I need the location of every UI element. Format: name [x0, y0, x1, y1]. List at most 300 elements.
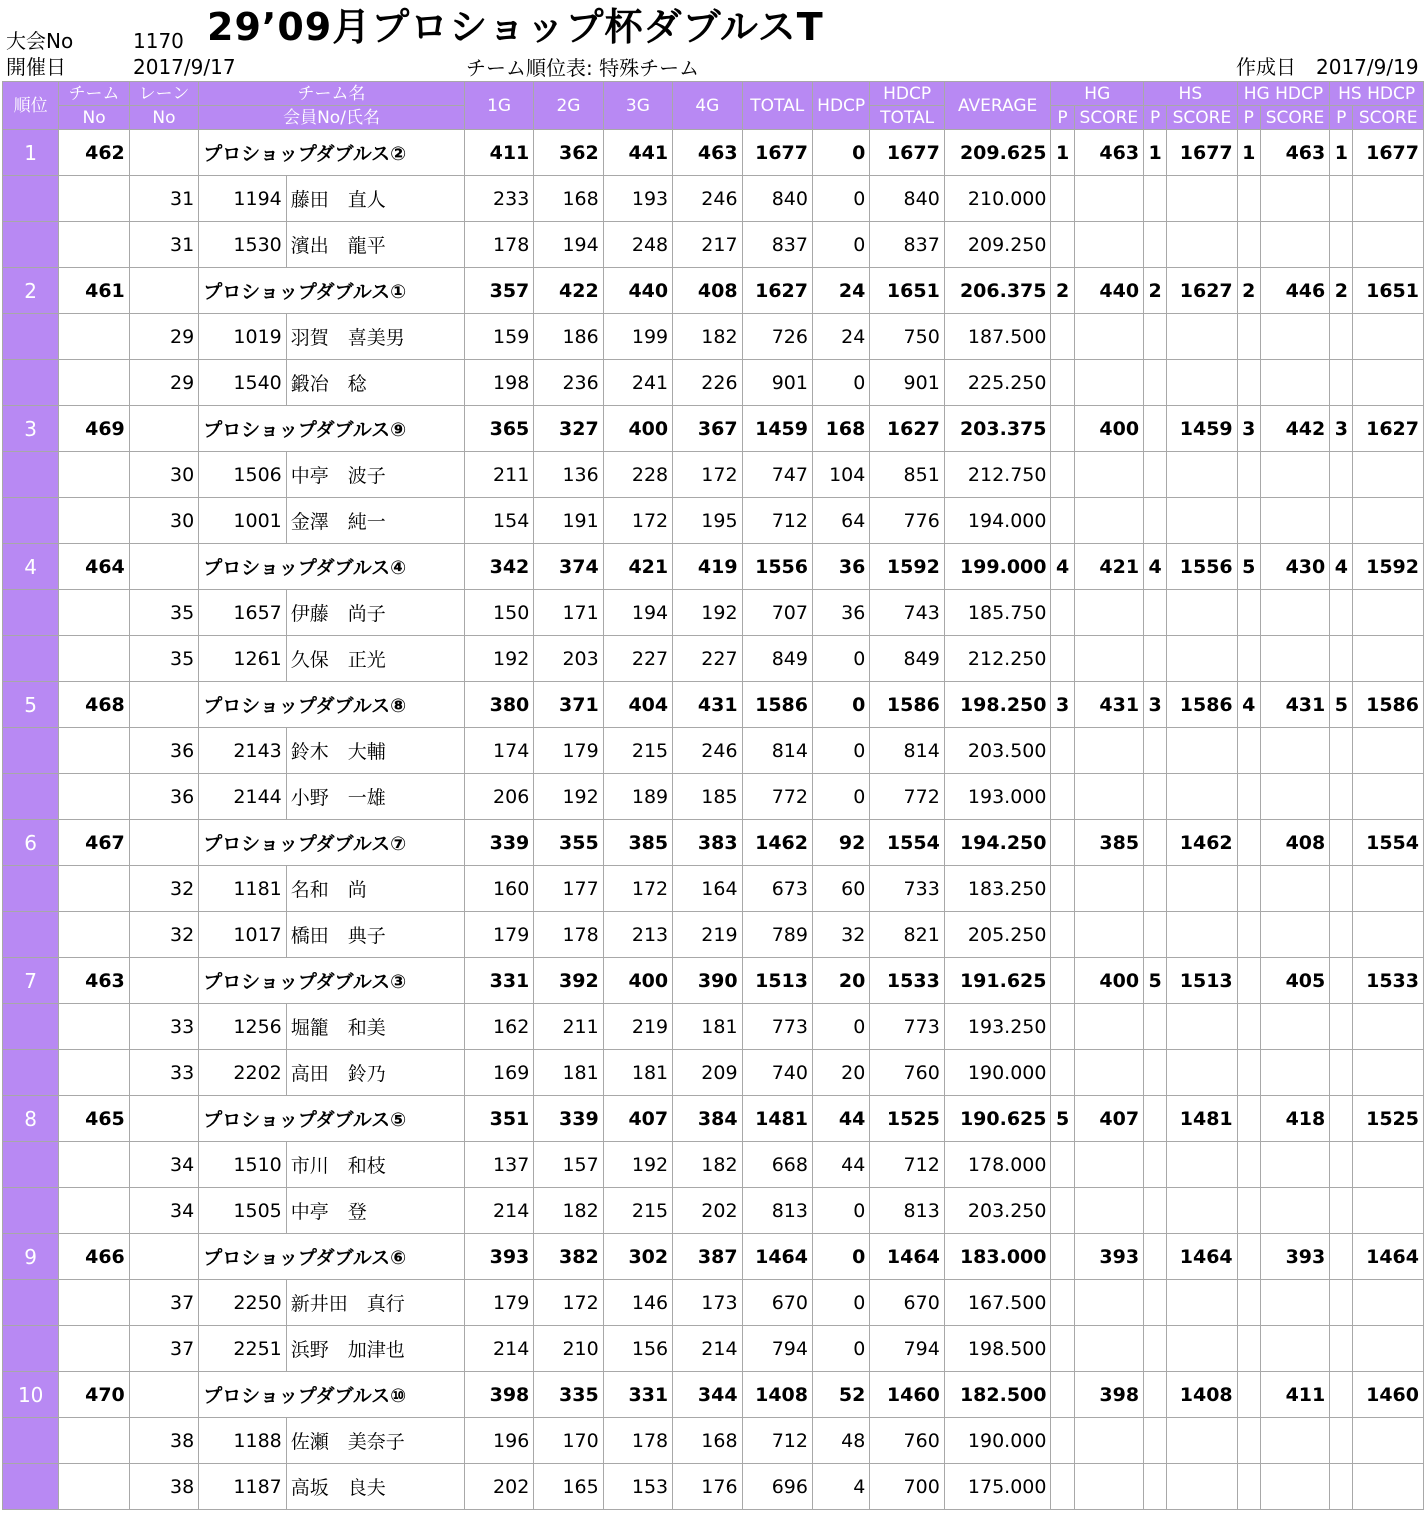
hsh-score-cell: 1651 [1353, 268, 1424, 314]
col-hdcp-total: HDCP [870, 82, 944, 106]
total-cell: 673 [742, 866, 812, 912]
hdcp-cell: 168 [812, 406, 869, 452]
team-row [3, 130, 1424, 176]
hgh-p-cell: 3 [1237, 406, 1260, 452]
hdcp-cell: 0 [812, 1280, 869, 1326]
hgh-p-cell [1237, 1280, 1260, 1326]
hsh-p-cell: 4 [1330, 544, 1353, 590]
rank-cell: 9 [3, 1234, 59, 1280]
team-row [3, 958, 1424, 1004]
hgh-score-cell [1260, 1142, 1329, 1188]
hs-p-cell [1144, 314, 1167, 360]
member-row [3, 866, 1424, 912]
rank-cell [3, 1050, 59, 1096]
hg-p-cell [1051, 866, 1074, 912]
average-cell: 212.750 [944, 452, 1051, 498]
hgh-p-cell [1237, 360, 1260, 406]
lane-cell: 32 [129, 866, 198, 912]
game-1-cell: 179 [464, 1280, 533, 1326]
total-cell: 901 [742, 360, 812, 406]
lane-cell: 35 [129, 636, 198, 682]
hsh-score-cell [1353, 1464, 1424, 1510]
team-name-cell: プロショップダブルス① [199, 268, 465, 314]
game-4-cell: 172 [673, 452, 742, 498]
lane-cell: 38 [129, 1418, 198, 1464]
page-title: 29’09月プロショップ杯ダブルスT [207, 5, 824, 49]
hdcp-cell: 44 [812, 1142, 869, 1188]
lane-cell: 29 [129, 360, 198, 406]
col-hgh-score: SCORE [1260, 106, 1329, 130]
hg-score-cell: 400 [1074, 958, 1143, 1004]
game-4-cell: 164 [673, 866, 742, 912]
member-no-cell: 1194 [199, 176, 287, 222]
hsh-p-cell [1330, 1326, 1353, 1372]
game-3-cell: 178 [603, 1418, 672, 1464]
hdcp-total-cell: 901 [870, 360, 944, 406]
member-no-cell: 1530 [199, 222, 287, 268]
team-no-cell: 463 [59, 958, 129, 1004]
hgh-score-cell [1260, 636, 1329, 682]
member-no-cell: 1657 [199, 590, 287, 636]
report-header [0, 0, 1426, 82]
member-row [3, 590, 1424, 636]
hgh-score-cell [1260, 498, 1329, 544]
hgh-p-cell [1237, 1188, 1260, 1234]
game-1-cell: 339 [464, 820, 533, 866]
hsh-p-cell [1330, 1464, 1353, 1510]
hg-score-cell [1074, 866, 1143, 912]
member-name-cell: 伊藤 尚子 [286, 590, 464, 636]
col-hg: HG [1051, 82, 1144, 106]
team-name-cell: プロショップダブルス② [199, 130, 465, 176]
team-no-cell [59, 1280, 129, 1326]
rank-cell [3, 314, 59, 360]
hg-p-cell: 3 [1051, 682, 1074, 728]
hdcp-cell: 60 [812, 866, 869, 912]
hs-p-cell [1144, 176, 1167, 222]
hs-score-cell [1167, 1188, 1237, 1234]
game-2-cell: 335 [534, 1372, 603, 1418]
lane-cell: 32 [129, 912, 198, 958]
hg-p-cell [1051, 590, 1074, 636]
hdcp-cell: 20 [812, 1050, 869, 1096]
hdcp-cell: 0 [812, 130, 869, 176]
game-3-cell: 407 [603, 1096, 672, 1142]
hg-p-cell [1051, 958, 1074, 1004]
team-row [3, 1234, 1424, 1280]
hg-p-cell [1051, 1326, 1074, 1372]
lane-cell [129, 1096, 198, 1142]
member-no-cell: 2250 [199, 1280, 287, 1326]
hg-p-cell [1051, 406, 1074, 452]
hs-p-cell [1144, 728, 1167, 774]
lane-cell: 31 [129, 222, 198, 268]
average-cell: 193.250 [944, 1004, 1051, 1050]
hg-p-cell: 1 [1051, 130, 1074, 176]
member-row [3, 1050, 1424, 1096]
total-cell: 1464 [742, 1234, 812, 1280]
total-cell: 1556 [742, 544, 812, 590]
hg-score-cell [1074, 590, 1143, 636]
team-no-cell: 468 [59, 682, 129, 728]
hg-p-cell [1051, 1464, 1074, 1510]
game-2-cell: 210 [534, 1326, 603, 1372]
hgh-p-cell [1237, 222, 1260, 268]
hdcp-total-cell: 813 [870, 1188, 944, 1234]
hsh-score-cell: 1460 [1353, 1372, 1424, 1418]
hsh-score-cell [1353, 1418, 1424, 1464]
game-3-cell: 241 [603, 360, 672, 406]
team-no-cell [59, 636, 129, 682]
game-2-cell: 177 [534, 866, 603, 912]
game-2-cell: 203 [534, 636, 603, 682]
game-4-cell: 181 [673, 1004, 742, 1050]
hdcp-total-cell: 1554 [870, 820, 944, 866]
game-1-cell: 351 [464, 1096, 533, 1142]
game-3-cell: 215 [603, 1188, 672, 1234]
game-2-cell: 362 [534, 130, 603, 176]
hs-score-cell [1167, 1050, 1237, 1096]
rank-cell [3, 728, 59, 774]
hs-score-cell: 1481 [1167, 1096, 1237, 1142]
hs-p-cell [1144, 1280, 1167, 1326]
hs-score-cell [1167, 774, 1237, 820]
hg-p-cell [1051, 1188, 1074, 1234]
rank-cell: 7 [3, 958, 59, 1004]
hs-score-cell [1167, 728, 1237, 774]
member-name-cell: 橋田 典子 [286, 912, 464, 958]
rank-cell [3, 866, 59, 912]
hsh-p-cell [1330, 498, 1353, 544]
team-no-cell [59, 1004, 129, 1050]
hgh-score-cell [1260, 590, 1329, 636]
game-1-cell: 162 [464, 1004, 533, 1050]
hsh-score-cell [1353, 590, 1424, 636]
game-2-cell: 179 [534, 728, 603, 774]
hgh-p-cell [1237, 636, 1260, 682]
total-cell: 707 [742, 590, 812, 636]
total-cell: 1481 [742, 1096, 812, 1142]
member-name-cell: 佐瀬 美奈子 [286, 1418, 464, 1464]
lane-cell [129, 1234, 198, 1280]
team-no-cell [59, 1418, 129, 1464]
hdcp-total-cell: 776 [870, 498, 944, 544]
average-cell: 183.000 [944, 1234, 1051, 1280]
team-row [3, 1372, 1424, 1418]
hgh-score-cell: 411 [1260, 1372, 1329, 1418]
hs-score-cell [1167, 636, 1237, 682]
member-name-cell: 市川 和枝 [286, 1142, 464, 1188]
rank-cell [3, 222, 59, 268]
game-1-cell: 150 [464, 590, 533, 636]
hgh-score-cell [1260, 1004, 1329, 1050]
hgh-p-cell [1237, 590, 1260, 636]
hsh-p-cell: 5 [1330, 682, 1353, 728]
average-cell: 198.500 [944, 1326, 1051, 1372]
game-4-cell: 344 [673, 1372, 742, 1418]
hdcp-total-cell: 821 [870, 912, 944, 958]
total-cell: 726 [742, 314, 812, 360]
hsh-p-cell [1330, 1188, 1353, 1234]
hsh-p-cell [1330, 820, 1353, 866]
game-3-cell: 302 [603, 1234, 672, 1280]
hdcp-cell: 0 [812, 222, 869, 268]
created-date-label: 作成日 [1236, 55, 1296, 79]
lane-cell: 34 [129, 1188, 198, 1234]
hg-p-cell [1051, 314, 1074, 360]
hdcp-cell: 44 [812, 1096, 869, 1142]
hsh-p-cell [1330, 1234, 1353, 1280]
total-cell: 712 [742, 1418, 812, 1464]
hs-score-cell [1167, 1464, 1237, 1510]
game-1-cell: 342 [464, 544, 533, 590]
team-no-cell [59, 774, 129, 820]
game-4-cell: 168 [673, 1418, 742, 1464]
average-cell: 212.250 [944, 636, 1051, 682]
member-row [3, 1280, 1424, 1326]
hgh-score-cell [1260, 774, 1329, 820]
hgh-p-cell [1237, 1464, 1260, 1510]
hsh-p-cell: 1 [1330, 130, 1353, 176]
member-name-cell: 中亭 登 [286, 1188, 464, 1234]
team-no-cell [59, 912, 129, 958]
lane-cell [129, 820, 198, 866]
game-4-cell: 182 [673, 1142, 742, 1188]
hsh-score-cell [1353, 866, 1424, 912]
hg-score-cell [1074, 1004, 1143, 1050]
team-name-cell: プロショップダブルス⑧ [199, 682, 465, 728]
member-row [3, 774, 1424, 820]
team-no-cell [59, 452, 129, 498]
rank-cell: 6 [3, 820, 59, 866]
game-2-cell: 194 [534, 222, 603, 268]
lane-cell [129, 268, 198, 314]
hg-score-cell [1074, 452, 1143, 498]
hg-score-cell: 431 [1074, 682, 1143, 728]
hsh-score-cell: 1464 [1353, 1234, 1424, 1280]
team-no-cell: 466 [59, 1234, 129, 1280]
game-3-cell: 213 [603, 912, 672, 958]
hgh-p-cell [1237, 866, 1260, 912]
rank-cell [3, 498, 59, 544]
hgh-p-cell [1237, 498, 1260, 544]
rank-cell [3, 1464, 59, 1510]
member-name-cell: 堀籠 和美 [286, 1004, 464, 1050]
team-no-cell: 462 [59, 130, 129, 176]
hg-p-cell [1051, 1418, 1074, 1464]
lane-cell: 36 [129, 728, 198, 774]
member-no-cell: 1181 [199, 866, 287, 912]
game-4-cell: 387 [673, 1234, 742, 1280]
lane-cell: 36 [129, 774, 198, 820]
hdcp-total-cell: 773 [870, 1004, 944, 1050]
member-no-cell: 1188 [199, 1418, 287, 1464]
total-cell: 840 [742, 176, 812, 222]
hs-p-cell [1144, 1372, 1167, 1418]
hs-p-cell [1144, 1234, 1167, 1280]
game-2-cell: 211 [534, 1004, 603, 1050]
team-no-cell [59, 176, 129, 222]
member-no-cell: 1261 [199, 636, 287, 682]
member-no-cell: 1187 [199, 1464, 287, 1510]
hs-score-cell [1167, 590, 1237, 636]
hgh-score-cell: 430 [1260, 544, 1329, 590]
hdcp-total-cell: 1525 [870, 1096, 944, 1142]
total-cell: 789 [742, 912, 812, 958]
game-2-cell: 182 [534, 1188, 603, 1234]
rank-cell: 10 [3, 1372, 59, 1418]
hs-score-cell [1167, 866, 1237, 912]
member-row [3, 222, 1424, 268]
col-hsh-p: P [1330, 106, 1353, 130]
hs-p-cell [1144, 1004, 1167, 1050]
hg-score-cell: 407 [1074, 1096, 1143, 1142]
rank-cell [3, 360, 59, 406]
game-4-cell: 217 [673, 222, 742, 268]
hg-p-cell [1051, 820, 1074, 866]
hdcp-total-cell: 1627 [870, 406, 944, 452]
hs-p-cell [1144, 1464, 1167, 1510]
hgh-score-cell [1260, 1050, 1329, 1096]
hg-score-cell [1074, 498, 1143, 544]
hsh-score-cell [1353, 1188, 1424, 1234]
average-cell: 203.375 [944, 406, 1051, 452]
hs-score-cell: 1464 [1167, 1234, 1237, 1280]
hsh-p-cell [1330, 1418, 1353, 1464]
rank-cell [3, 452, 59, 498]
hgh-p-cell [1237, 820, 1260, 866]
lane-cell: 37 [129, 1326, 198, 1372]
average-cell: 175.000 [944, 1464, 1051, 1510]
game-2-cell: 157 [534, 1142, 603, 1188]
hgh-p-cell [1237, 1096, 1260, 1142]
hsh-score-cell [1353, 1280, 1424, 1326]
hs-score-cell: 1586 [1167, 682, 1237, 728]
hgh-p-cell: 2 [1237, 268, 1260, 314]
average-cell: 225.250 [944, 360, 1051, 406]
hg-p-cell: 5 [1051, 1096, 1074, 1142]
total-cell: 1459 [742, 406, 812, 452]
hsh-p-cell [1330, 1372, 1353, 1418]
game-1-cell: 214 [464, 1326, 533, 1372]
hsh-p-cell [1330, 176, 1353, 222]
game-3-cell: 199 [603, 314, 672, 360]
hsh-p-cell [1330, 1004, 1353, 1050]
game-2-cell: 168 [534, 176, 603, 222]
hdcp-total-cell: 760 [870, 1418, 944, 1464]
member-row [3, 1004, 1424, 1050]
game-2-cell: 339 [534, 1096, 603, 1142]
total-cell: 849 [742, 636, 812, 682]
team-no-cell: 464 [59, 544, 129, 590]
hdcp-total-cell: 1460 [870, 1372, 944, 1418]
member-row [3, 728, 1424, 774]
hg-score-cell [1074, 360, 1143, 406]
hdcp-total-cell: 670 [870, 1280, 944, 1326]
game-2-cell: 172 [534, 1280, 603, 1326]
member-row [3, 360, 1424, 406]
hs-score-cell [1167, 222, 1237, 268]
lane-cell: 33 [129, 1050, 198, 1096]
member-row [3, 452, 1424, 498]
hdcp-total-cell: 733 [870, 866, 944, 912]
game-2-cell: 192 [534, 774, 603, 820]
hgh-p-cell: 4 [1237, 682, 1260, 728]
hg-p-cell [1051, 728, 1074, 774]
average-cell: 190.000 [944, 1050, 1051, 1096]
hsh-score-cell: 1677 [1353, 130, 1424, 176]
game-1-cell: 357 [464, 268, 533, 314]
hg-score-cell: 463 [1074, 130, 1143, 176]
game-2-cell: 355 [534, 820, 603, 866]
hsh-p-cell [1330, 1142, 1353, 1188]
rank-cell [3, 636, 59, 682]
team-no-cell: 470 [59, 1372, 129, 1418]
team-no-cell [59, 866, 129, 912]
hdcp-cell: 32 [812, 912, 869, 958]
hg-p-cell: 4 [1051, 544, 1074, 590]
game-4-cell: 182 [673, 314, 742, 360]
hdcp-cell: 48 [812, 1418, 869, 1464]
hg-p-cell [1051, 912, 1074, 958]
game-3-cell: 228 [603, 452, 672, 498]
member-row [3, 314, 1424, 360]
member-no-cell: 2202 [199, 1050, 287, 1096]
hgh-score-cell: 418 [1260, 1096, 1329, 1142]
hgh-score-cell: 442 [1260, 406, 1329, 452]
game-1-cell: 154 [464, 498, 533, 544]
hdcp-total-cell: 1533 [870, 958, 944, 1004]
hs-score-cell: 1462 [1167, 820, 1237, 866]
lane-cell: 35 [129, 590, 198, 636]
hgh-score-cell [1260, 360, 1329, 406]
game-3-cell: 404 [603, 682, 672, 728]
hg-score-cell: 400 [1074, 406, 1143, 452]
hgh-score-cell [1260, 728, 1329, 774]
game-1-cell: 214 [464, 1188, 533, 1234]
team-no-cell [59, 498, 129, 544]
team-row [3, 682, 1424, 728]
member-no-cell: 1540 [199, 360, 287, 406]
hdcp-cell: 0 [812, 1234, 869, 1280]
hsh-score-cell [1353, 360, 1424, 406]
member-no-cell: 1505 [199, 1188, 287, 1234]
total-cell: 1408 [742, 1372, 812, 1418]
hs-p-cell [1144, 1326, 1167, 1372]
average-cell: 203.250 [944, 1188, 1051, 1234]
table-body [3, 130, 1424, 1510]
game-3-cell: 153 [603, 1464, 672, 1510]
member-name-cell: 小野 一雄 [286, 774, 464, 820]
hdcp-total-cell: 849 [870, 636, 944, 682]
hgh-score-cell [1260, 1326, 1329, 1372]
game-2-cell: 371 [534, 682, 603, 728]
lane-cell: 37 [129, 1280, 198, 1326]
hsh-p-cell [1330, 360, 1353, 406]
member-name-cell: 藤田 直人 [286, 176, 464, 222]
member-no-cell: 1019 [199, 314, 287, 360]
lane-cell [129, 130, 198, 176]
rank-cell [3, 1004, 59, 1050]
game-3-cell: 156 [603, 1326, 672, 1372]
game-4-cell: 176 [673, 1464, 742, 1510]
hgh-p-cell [1237, 1050, 1260, 1096]
member-row [3, 636, 1424, 682]
hg-score-cell [1074, 314, 1143, 360]
hg-score-cell [1074, 222, 1143, 268]
average-cell: 182.500 [944, 1372, 1051, 1418]
game-2-cell: 191 [534, 498, 603, 544]
